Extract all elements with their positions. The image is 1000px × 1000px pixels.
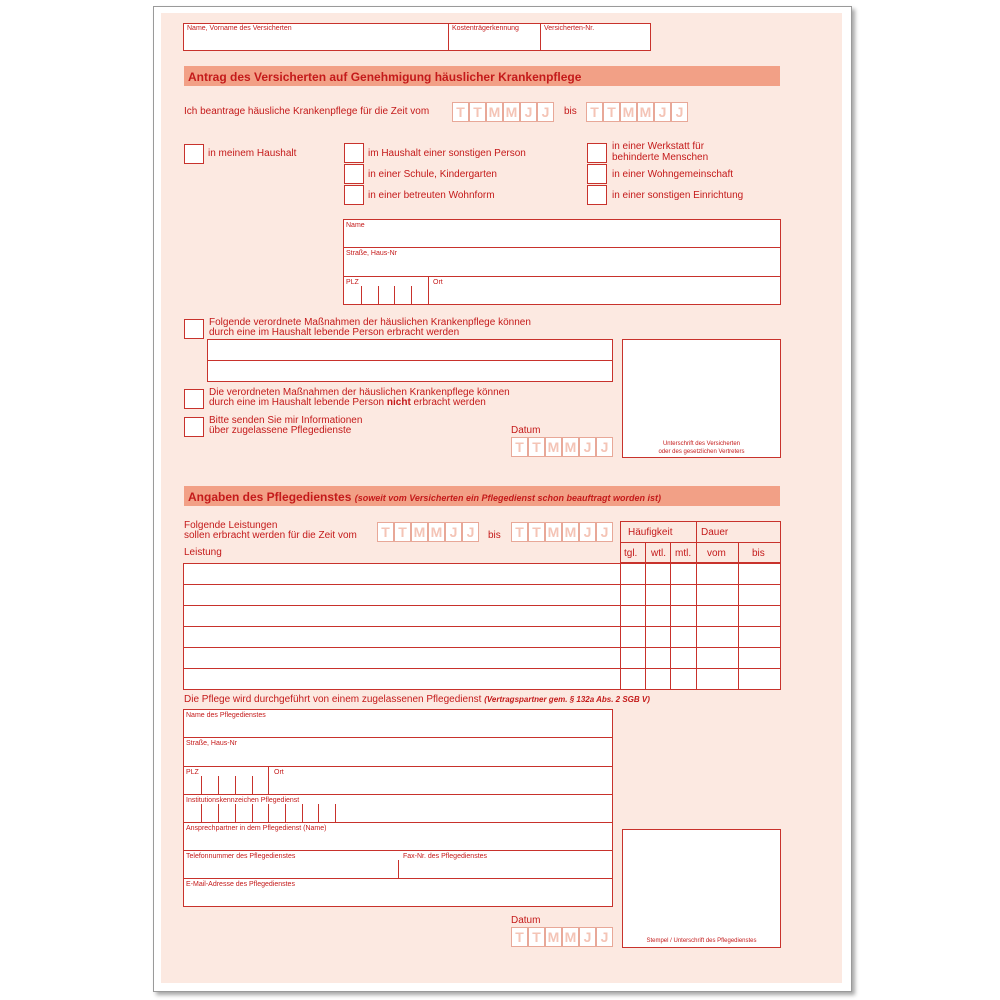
services-label-line1: Folgende Leistungen [184, 520, 278, 531]
date-digit: J [579, 522, 596, 542]
service-stamp-caption: Stempel / Unterschrift des Pflegedienstes [646, 938, 757, 944]
service-ik-label: Institutionskennzeichen Pflegedienst [186, 797, 300, 804]
send-info-line2: über zugelassene Pflegedienste [209, 425, 352, 436]
date-digit: M [637, 102, 654, 122]
date-from-field[interactable] [452, 102, 554, 122]
period-bis-label: bis [564, 106, 577, 117]
date-digit: M [562, 522, 579, 542]
service-street-input[interactable] [185, 749, 611, 764]
date-digit: T [528, 927, 545, 947]
address-name-label: Name [346, 222, 365, 229]
date-digit: T [469, 102, 486, 122]
date-digit: M [411, 522, 428, 542]
insurance-number-input[interactable] [542, 34, 649, 49]
section-title-care-service [188, 490, 661, 504]
not-possible-line2 [209, 398, 486, 408]
date-digit: M [503, 102, 520, 122]
date-digit: J [579, 927, 596, 947]
checkbox-own-household[interactable] [184, 144, 204, 164]
table-column-divider [696, 542, 697, 690]
not-possible-line1: Die verordneten Maßnahmen der häuslichen Krankenpflege können [209, 387, 510, 398]
provider-divider [183, 878, 613, 879]
not-possible-line2-end: erbracht werden [410, 397, 486, 408]
address-divider [343, 276, 781, 277]
phone-fax-divider [398, 860, 399, 878]
option-workshop-line1: in einer Werkstatt für [612, 141, 705, 152]
care-provider-main: Die Pflege wird durchgeführt von einem zugelassenen Pflegedienst [184, 694, 482, 705]
service-ik-input[interactable] [185, 805, 335, 820]
ik-divider [335, 804, 336, 822]
table-column-divider [620, 542, 621, 690]
col-tgl: tgl. [624, 548, 638, 559]
checkbox-send-info[interactable] [184, 417, 204, 437]
measures-text-line1: Folgende verordnete Maßnahmen der häuslichen Krankenpflege können [209, 317, 531, 328]
service-date-field[interactable] [511, 927, 613, 947]
date-digit: M [562, 927, 579, 947]
measures-text-line2: durch eine im Haushalt lebende Person erbracht werden [209, 327, 460, 338]
option-other-person: im Haushalt einer sonstigen Person [368, 148, 526, 159]
header-divider [448, 23, 449, 51]
service-datum-label: Datum [511, 915, 541, 926]
insured-name-label: Name, Vorname des Versicherten [187, 25, 292, 32]
checkbox-measures-not-possible[interactable] [184, 389, 204, 409]
date-digit: J [596, 927, 613, 947]
provider-divider [183, 766, 613, 767]
not-possible-line2-start: durch eine im Haushalt lebende Person [209, 397, 387, 408]
measures-line-divider [207, 360, 613, 361]
date-digit: J [520, 102, 537, 122]
col-mtl: mtl. [675, 548, 692, 559]
services-date-to[interactable] [511, 522, 613, 542]
option-workshop-line2: behinderte Menschen [612, 152, 709, 163]
option-shared-flat: in einer Wohngemeinschaft [612, 169, 733, 180]
provider-divider [183, 850, 613, 851]
table-row [183, 626, 781, 627]
date-digit: J [596, 522, 613, 542]
insured-signature-caption-1: Unterschrift des Versicherten [662, 441, 741, 447]
date-digit: M [486, 102, 503, 122]
service-fax-label: Fax-Nr. des Pflegedienstes [403, 853, 488, 860]
checkbox-school[interactable] [344, 164, 364, 184]
option-school: in einer Schule, Kindergarten [368, 169, 497, 180]
date-digit: T [528, 522, 545, 542]
date-digit: M [620, 102, 637, 122]
address-plz-label: PLZ [346, 279, 359, 286]
cost-bearer-input[interactable] [450, 34, 538, 49]
service-stamp-box[interactable] [622, 829, 781, 948]
address-street-input[interactable] [345, 259, 779, 274]
section-bar-care-service [184, 486, 780, 506]
care-provider-note: (Vertragspartner gem. § 132a Abs. 2 SGB V) [484, 695, 650, 704]
provider-divider [183, 822, 613, 823]
col-bis: bis [752, 548, 765, 559]
service-name-input[interactable] [185, 721, 611, 735]
checkbox-workshop[interactable] [587, 143, 607, 163]
signature-date-field[interactable] [511, 437, 613, 457]
provider-divider [183, 794, 613, 795]
service-phone-input[interactable] [185, 862, 396, 876]
checkbox-assisted-living[interactable] [344, 185, 364, 205]
plz-divider [428, 277, 429, 305]
address-plz-input[interactable] [345, 287, 427, 303]
col-wtl: wtl. [651, 548, 666, 559]
care-service-subtitle: (soweit vom Versicherten ein Pflegedienst schon beauftragt worden ist) [354, 493, 661, 503]
services-bis-label: bis [488, 530, 501, 541]
table-row [183, 647, 781, 648]
checkbox-measures-household[interactable] [184, 319, 204, 339]
care-service-title: Angaben des Pflegedienstes [188, 490, 352, 504]
period-label: Ich beantrage häusliche Krankenpflege für die Zeit vom [184, 106, 430, 117]
table-row [183, 584, 781, 585]
date-to-field[interactable] [586, 102, 688, 122]
option-other-facility: in einer sonstigen Einrichtung [612, 190, 744, 201]
address-name-input[interactable] [345, 231, 779, 245]
date-digit: T [511, 927, 528, 947]
date-digit: J [654, 102, 671, 122]
service-ort-label: Ort [274, 769, 284, 776]
col-leistung: Leistung [184, 547, 222, 558]
header-divider [540, 23, 541, 51]
date-digit: J [537, 102, 554, 122]
service-email-label: E-Mail-Adresse des Pflegedienstes [186, 881, 295, 888]
care-provider-text [184, 695, 650, 705]
insured-signature-caption-2: oder des gesetzlichen Vertreters [658, 449, 745, 455]
table-column-divider [738, 542, 739, 690]
service-contact-input[interactable] [185, 834, 611, 848]
insured-signature-box[interactable] [622, 339, 781, 458]
date-digit: T [377, 522, 394, 542]
service-phone-label: Telefonnummer des Pflegedienstes [186, 853, 296, 860]
option-assisted-living: in einer betreuten Wohnform [368, 190, 495, 201]
col-vom: vom [707, 548, 726, 559]
service-ort-input[interactable] [270, 777, 611, 792]
date-digit: T [528, 437, 545, 457]
service-contact-label: Ansprechpartner in dem Pflegedienst (Name) [186, 825, 327, 832]
table-row [183, 605, 781, 606]
date-digit: T [394, 522, 411, 542]
date-digit: M [545, 437, 562, 457]
service-plz-label: PLZ [186, 769, 199, 776]
address-divider [343, 247, 781, 248]
table-row [183, 668, 781, 669]
insured-name-input[interactable] [185, 34, 446, 49]
date-digit: J [462, 522, 479, 542]
checkbox-shared-flat[interactable] [587, 164, 607, 184]
date-digit: J [596, 437, 613, 457]
service-email-input[interactable] [185, 890, 611, 905]
services-label-line2: sollen erbracht werden für die Zeit vom [184, 530, 357, 541]
date-digit: M [545, 927, 562, 947]
address-ort-input[interactable] [430, 287, 779, 303]
table-column-divider [645, 542, 646, 690]
col-dauer: Dauer [701, 527, 729, 538]
insurance-number-label: Versicherten-Nr. [544, 25, 595, 32]
col-haeufigkeit: Häufigkeit [628, 527, 673, 538]
section-title-application: Antrag des Versicherten auf Genehmigung häuslicher Krankenpflege [188, 70, 582, 84]
date-digit: T [452, 102, 469, 122]
service-fax-input[interactable] [400, 862, 611, 876]
date-digit: M [428, 522, 445, 542]
date-digit: M [545, 522, 562, 542]
date-digit: T [603, 102, 620, 122]
date-digit: T [586, 102, 603, 122]
date-digit: J [579, 437, 596, 457]
section-bar-application [184, 66, 780, 86]
checkbox-other-person[interactable] [344, 143, 364, 163]
date-digit: M [562, 437, 579, 457]
provider-divider [183, 737, 613, 738]
service-name-label: Name des Pflegedienstes [186, 712, 266, 719]
datum-label: Datum [511, 425, 541, 436]
option-own-household: in meinem Haushalt [208, 148, 297, 159]
service-plz-input[interactable] [185, 777, 267, 792]
date-digit: J [671, 102, 688, 122]
plz-divider [268, 767, 269, 794]
table-column-divider [670, 542, 671, 690]
checkbox-other-facility[interactable] [587, 185, 607, 205]
not-possible-emphasis: nicht [386, 397, 411, 408]
date-digit: T [511, 522, 528, 542]
date-digit: T [511, 437, 528, 457]
send-info-line1: Bitte senden Sie mir Informationen [209, 415, 363, 426]
date-digit: J [445, 522, 462, 542]
address-ort-label: Ort [433, 279, 443, 286]
services-date-from[interactable] [377, 522, 479, 542]
service-street-label: Straße, Haus-Nr [186, 740, 237, 747]
address-street-label: Straße, Haus-Nr [346, 250, 397, 257]
cost-bearer-label: Kostenträgerkennung [452, 25, 519, 32]
